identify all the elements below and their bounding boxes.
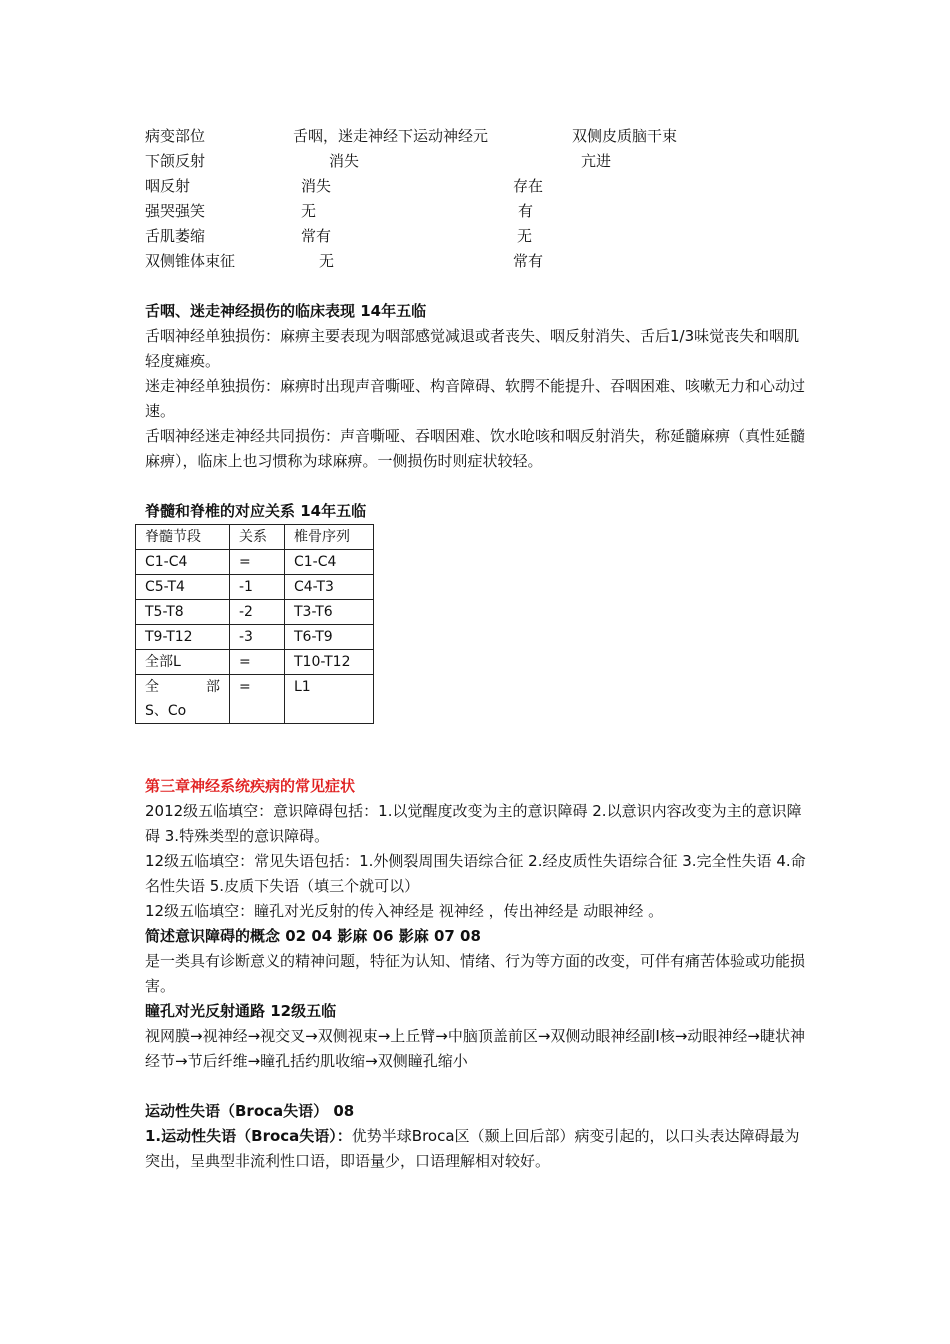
table-cell: T3-T6 <box>285 600 374 625</box>
table-cell: -3 <box>230 625 285 650</box>
col-b: 双侧皮质脑干束 <box>572 127 678 145</box>
paragraph-text: 优势半球Broca区（颞上回后部）病变引起的，以口头表达障碍最为突出，呈典型非流利性口语，即语量少，口语理解相对较好。 <box>145 1127 800 1170</box>
section-heading: 运动性失语（Broca失语） 08 <box>145 1102 355 1120</box>
table-cell: = <box>230 650 285 675</box>
comparison-row <box>145 124 810 149</box>
table-header: 椎骨序列 <box>285 525 374 550</box>
section-heading: 舌咽、迷走神经损伤的临床表现 14年五临 <box>145 302 427 320</box>
cell-text: 全 <box>145 679 159 695</box>
table-row <box>136 575 374 600</box>
chapter-heading: 第三章神经系统疾病的常见症状 <box>145 777 356 795</box>
col-a: 无 <box>301 202 317 220</box>
col-b: 亢进 <box>581 152 612 170</box>
col-a: 常有 <box>301 227 332 245</box>
col-b: 常有 <box>513 252 544 270</box>
col-b: 无 <box>517 227 533 245</box>
col-a: 消失 <box>329 152 360 170</box>
comparison-row <box>145 224 810 249</box>
table-cell: C1-C4 <box>285 550 374 575</box>
table-cell: = <box>230 675 285 724</box>
col-a: 消失 <box>301 177 332 195</box>
table-row <box>136 600 374 625</box>
col-b: 存在 <box>513 177 544 195</box>
table-row <box>136 625 374 650</box>
col-a: 舌咽，迷走神经下运动神经元 <box>293 127 489 145</box>
section-heading: 瞳孔对光反射通路 12级五临 <box>145 1002 337 1020</box>
table-cell: T9-T12 <box>136 625 230 650</box>
paragraph: 舌咽神经迷走神经共同损伤：声音嘶哑、吞咽困难、饮水呛咳和咽反射消失，称延髓麻痹（真性延髓麻痹），临床上也习惯称为球麻痹。一侧损伤时则症状较轻。 <box>145 427 806 470</box>
paragraph: 舌咽神经单独损伤：麻痹主要表现为咽部感觉减退或者丧失、咽反射消失、舌后1/3味觉丧失和咽肌轻度瘫痪。 <box>145 327 800 370</box>
table-row <box>136 650 374 675</box>
table-cell: T6-T9 <box>285 625 374 650</box>
table-header: 关系 <box>230 525 285 550</box>
table-row <box>136 675 374 724</box>
col-b: 有 <box>518 202 534 220</box>
comparison-block <box>145 124 810 274</box>
table-cell: C4-T3 <box>285 575 374 600</box>
paragraph: 12级五临填空：常见失语包括：1.外侧裂周围失语综合征 2.经皮质性失语综合征 3.完全性失语 4.命名性失语 5.皮质下失语（填三个就可以） <box>145 852 806 895</box>
row-label: 病变部位 <box>145 127 206 145</box>
table-row <box>136 550 374 575</box>
paragraph: 12级五临填空：瞳孔对光反射的传入神经是 视神经 ，传出神经是 动眼神经 。 <box>145 902 664 920</box>
table-cell: T10-T12 <box>285 650 374 675</box>
bold-lead: 1.运动性失语（Broca失语）： <box>145 1127 352 1145</box>
table-cell: L1 <box>285 675 374 724</box>
table-cell: 全部L <box>136 650 230 675</box>
table-cell: = <box>230 550 285 575</box>
document-page <box>145 124 810 1174</box>
cell-text: S、Co <box>145 703 187 719</box>
table-cell: -1 <box>230 575 285 600</box>
row-label: 下颌反射 <box>145 152 206 170</box>
table-cell: C5-T4 <box>136 575 230 600</box>
row-label: 咽反射 <box>145 177 191 195</box>
paragraph: 2012级五临填空：意识障碍包括：1.以觉醒度改变为主的意识障碍 2.以意识内容改变为主的意识障碍 3.特殊类型的意识障碍。 <box>145 802 802 845</box>
table-cell: T5-T8 <box>136 600 230 625</box>
table-header: 脊髓节段 <box>136 525 230 550</box>
section-heading: 简述意识障碍的概念 02 04 影麻 06 影麻 07 08 <box>145 927 481 945</box>
row-label: 双侧锥体束征 <box>145 252 236 270</box>
row-label: 舌肌萎缩 <box>145 227 206 245</box>
comparison-row <box>145 199 810 224</box>
comparison-row <box>145 249 810 274</box>
paragraph: 视网膜→视神经→视交叉→双侧视束→上丘臂→中脑顶盖前区→双侧动眼神经副Ⅰ核→动眼神经→睫状神经节→节后纤维→瞳孔括约肌收缩→双侧瞳孔缩小 <box>145 1027 805 1070</box>
cell-text: 部 <box>206 679 220 695</box>
table-header-row <box>136 525 374 550</box>
spine-correspondence-table <box>135 524 374 724</box>
paragraph <box>145 1124 810 1174</box>
paragraph: 迷走神经单独损伤：麻痹时出现声音嘶哑、构音障碍、软腭不能提升、吞咽困难、咳嗽无力和心动过速。 <box>145 377 806 420</box>
comparison-row <box>145 174 810 199</box>
section-heading: 脊髓和脊椎的对应关系 14年五临 <box>145 502 367 520</box>
row-label: 强哭强笑 <box>145 202 206 220</box>
table-cell: -2 <box>230 600 285 625</box>
paragraph: 是一类具有诊断意义的精神问题，特征为认知、情绪、行为等方面的改变，可伴有痛苦体验或功能损害。 <box>145 952 806 995</box>
table-cell: C1-C4 <box>136 550 230 575</box>
comparison-row <box>145 149 810 174</box>
col-a: 无 <box>319 252 335 270</box>
table-cell <box>136 675 230 724</box>
